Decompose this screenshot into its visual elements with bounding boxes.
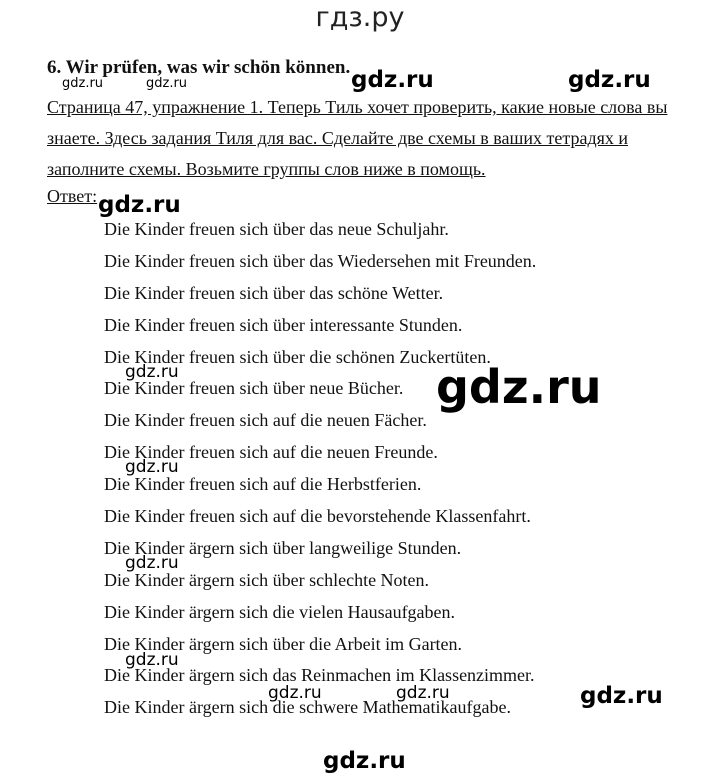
watermark: gdz.ru xyxy=(580,683,663,709)
watermark: gdz.ru xyxy=(351,67,434,93)
answer-sentence: Die Kinder freuen sich auf die bevorstehende Klassenfahrt. xyxy=(104,506,531,527)
answer-sentence: Die Kinder freuen sich über das schöne Wetter. xyxy=(104,282,444,303)
answer-sentence: Die Kinder freuen sich auf die neuen Fächer. xyxy=(104,410,427,431)
answer-sentence: Die Kinder ärgern sich über langweilige Stunden. xyxy=(104,537,462,558)
answer-sentence: Die Kinder ärgern sich über schlechte Noten. xyxy=(104,569,430,590)
answer-sentence: Die Kinder freuen sich über neue Bücher. xyxy=(104,378,404,399)
watermark: gdz.ru xyxy=(323,748,406,774)
watermark: gdz.ru xyxy=(125,553,179,573)
watermark: gdz.ru xyxy=(436,360,602,414)
answer-sentence: Die Kinder ärgern sich das Reinmachen im Klassenzimmer. xyxy=(104,665,535,686)
answer-sentence: Die Kinder freuen sich auf die Herbstferien. xyxy=(104,474,422,495)
watermark: gdz.ru xyxy=(146,76,188,91)
answer-sentence: Die Kinder ärgern sich die vielen Hausaufgaben. xyxy=(104,601,456,622)
section-title: 6. Wir prüfen, was wir schön können. xyxy=(47,57,351,78)
watermark: gdz.ru xyxy=(125,650,179,670)
task-text: Страница 47, упражнение 1. Теперь Тиль хочет проверить, какие новые слова вы знаете. Здесь задания Тиля для вас. Сделайте две схемы в ваших тетрадях и заполните схемы. Возьмите группы слов ниже в помощь. xyxy=(47,97,668,179)
site-header: гдз.ру xyxy=(315,2,405,33)
watermark: gdz.ru xyxy=(62,76,104,91)
watermark: gdz.ru xyxy=(98,192,181,218)
answer-sentence: Die Kinder ärgern sich die schwere Mathematikaufgabe. xyxy=(104,697,512,718)
answer-sentence: Die Kinder freuen sich über interessante Stunden. xyxy=(104,314,463,335)
watermark: gdz.ru xyxy=(125,457,179,477)
answer-label: Ответ: xyxy=(47,186,98,206)
answer-sentence: Die Kinder ärgern sich über die Arbeit im Garten. xyxy=(104,633,463,654)
answer-sentence: Die Kinder freuen sich über das neue Schuljahr. xyxy=(104,219,449,239)
watermark: gdz.ru xyxy=(396,683,450,703)
answer-sentence: Die Kinder freuen sich über die schönen Zuckertüten. xyxy=(104,346,491,367)
watermark: gdz.ru xyxy=(568,67,651,93)
watermark: gdz.ru xyxy=(268,683,322,703)
answer-sentence: Die Kinder freuen sich auf die neuen Freunde. xyxy=(104,442,438,463)
answer-sentence: Die Kinder freuen sich über das Wiedersehen mit Freunden. xyxy=(104,250,537,271)
watermark: gdz.ru xyxy=(125,362,179,382)
